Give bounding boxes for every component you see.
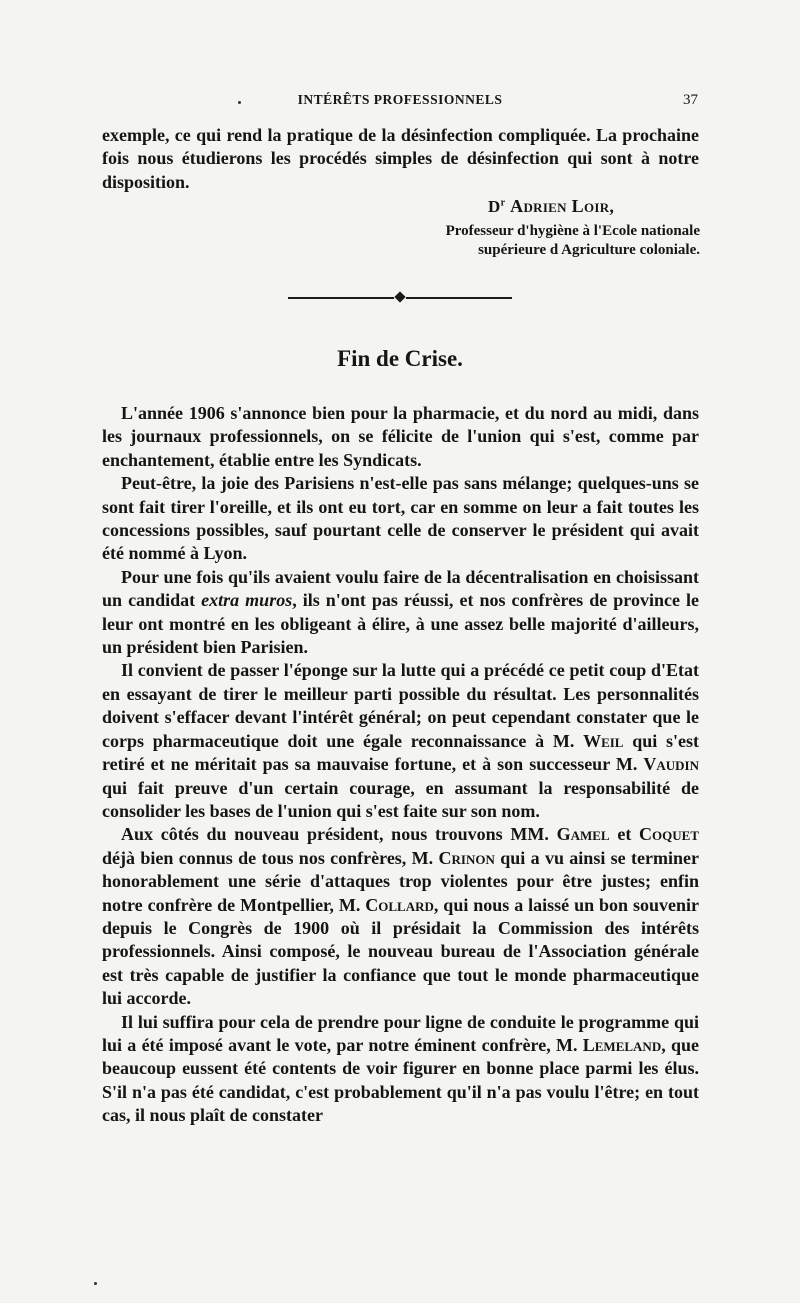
person-name: Gamel	[556, 824, 610, 845]
paragraph-6	[102, 1011, 699, 1128]
person-name: Lemeland	[582, 1034, 662, 1055]
article-title: Fin de Crise.	[337, 346, 463, 371]
paragraph-5-text-e: , qui nous a laissé un bon souvenir depuis le Congrès de 1900 où il présidait la Commission des intérêts professionnels. Ainsi composé, le nouveau bureau de l'Association générale est très capable de justifier la confiance que tout le monde pharmaceutique lui accorde.	[102, 894, 699, 1009]
author-title-line-1: Professeur d'hygiène à l'Ecole nationale	[445, 223, 700, 239]
person-name: Vaudin	[643, 754, 699, 775]
paragraph-4	[102, 659, 699, 823]
person-name: Weil	[583, 730, 624, 751]
separator-line-right	[406, 297, 512, 299]
separator-line-left	[288, 297, 394, 299]
author-name	[488, 196, 614, 217]
diamond-ornament-icon	[394, 291, 405, 302]
article-body	[102, 402, 699, 1128]
running-head	[100, 92, 700, 112]
intro-text: exemple, ce qui rend la pratique de la désinfection compliquée. La prochaine fois nous étudierons les procédés simples de désinfection qui sont à notre disposition.	[102, 125, 699, 192]
paragraph-4-text-b: qui s'est retiré et ne méritait pas sa mauvaise fortune, et à son successeur M.	[102, 730, 699, 775]
paragraph-2: Peut-être, la joie des Parisiens n'est-elle pas sans mélange; quelques-uns se sont fait tirer l'oreille, et ils ont eu tort, car en somme on leur a fait toutes les concessions possibles, sauf pourtant celle de conserver le président qui avait été nommé à Lyon.	[102, 473, 699, 564]
paragraph-5	[102, 823, 699, 1010]
paragraph-5-text-d: qui a vu ainsi se terminer honorablement une série d'attaques trop violentes pour être justes; enfin notre confrère de Montpellier, M.	[102, 847, 699, 915]
paragraph-3-text-a: Pour une fois qu'ils avaient voulu faire de la décentralisation en choisissant un candidat	[102, 566, 699, 611]
scan-speck	[94, 1282, 97, 1285]
intro-paragraph	[102, 124, 699, 194]
paragraph-3	[102, 566, 699, 660]
scan-speck	[238, 101, 241, 104]
author-title	[388, 222, 700, 260]
person-name: Coquet	[639, 824, 699, 845]
paragraph-3-text-b: , ils n'ont pas réussi, et nos confrères de province le leur ont montré en les obligeant à élire, à une assez belle majorité d'ailleurs, un président bien Parisien.	[102, 590, 699, 658]
paragraph-5-text-b: et	[609, 824, 640, 845]
person-name: Crinon	[438, 847, 495, 868]
author-title-line-2: supérieure d Agriculture coloniale.	[478, 242, 700, 258]
person-name: Collard	[365, 894, 434, 915]
paragraph-4-text-a: Il convient de passer l'éponge sur la lutte qui a précédé ce petit coup d'Etat en essayant de tirer le meilleur parti possible du résultat. Les personnalités doivent s'effacer devant l'intérêt général; on peut cependant constater que le corps pharmaceutique doit une égale reconnaissance à M.	[102, 660, 699, 751]
page-number: 37	[683, 92, 698, 108]
section-separator	[288, 292, 512, 304]
paragraph-4-text-c: qui fait preuve d'un certain courage, en assumant la responsabilité de consolider les bases de l'union qui s'est faite sur son nom.	[102, 777, 699, 821]
paragraph-1: L'année 1906 s'annonce bien pour la pharmacie, et du nord au midi, dans les journaux professionnels, on se félicite de l'union qui s'est, comme par enchantement, établie entre les Syndicats.	[102, 403, 699, 470]
paragraph-6-text-b: , que beaucoup eussent été contents de voir figurer en bonne place parmi les élus. S'il n'a pas été candidat, c'est probablement qu'il n'a pas voulu l'être; en tout cas, il nous plaît de constater	[102, 1034, 699, 1126]
paragraph-6-text-a: Il lui suffira pour cela de prendre pour ligne de conduite le programme qui lui a été imposé avant le vote, par notre éminent confrère, M.	[102, 1011, 699, 1055]
italic-phrase: extra muros	[201, 590, 293, 611]
paragraph-5-text-a: Aux côtés du nouveau président, nous trouvons MM.	[121, 824, 557, 845]
running-title: INTÉRÊTS PROFESSIONNELS	[297, 92, 503, 107]
author-prefix: $D^r$	[488, 197, 506, 216]
author-surname: Adrien Loir,	[510, 196, 615, 216]
paragraph-5-text-c: déjà bien connus de tous nos confrères, M.	[102, 847, 439, 868]
